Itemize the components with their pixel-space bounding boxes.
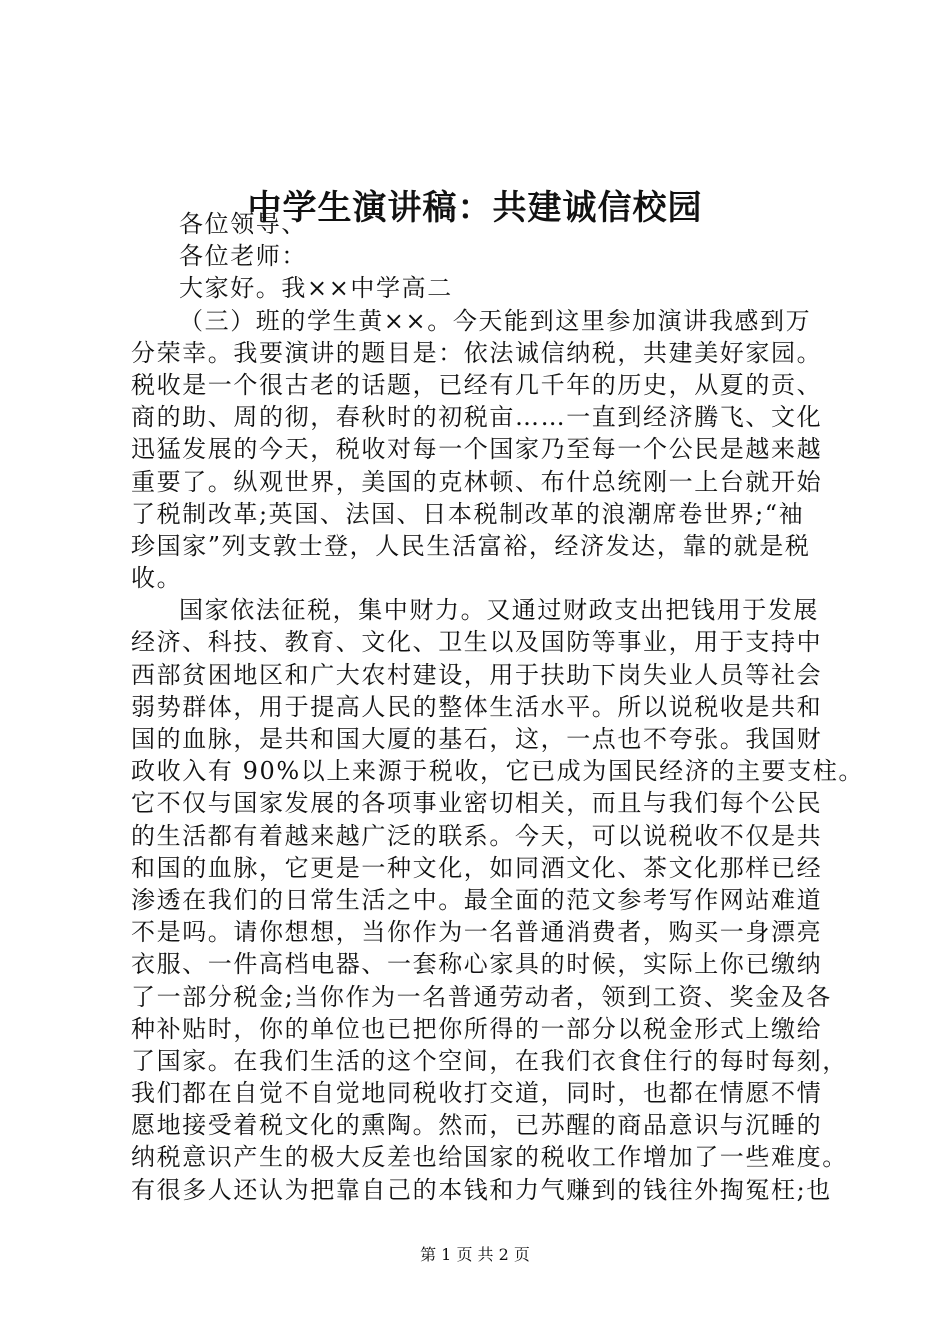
text-line: 和国的血脉，它更是一种文化，如同酒文化、茶文化那样已经 xyxy=(131,853,823,882)
text-line: 弱势群体，用于提高人民的整体生活水平。所以说税收是共和 xyxy=(131,692,823,721)
text-line: 了一部分税金;当你作为一名普通劳动者，领到工资、奖金及各 xyxy=(131,982,832,1011)
text-line: 各位领导、 xyxy=(179,210,307,238)
text-line: 各位老师： xyxy=(179,242,307,271)
text-line: 了国家。在我们生活的这个空间，在我们衣食住行的每时每刻， xyxy=(131,1046,848,1075)
text-line: 商的助、周的彻，春秋时的初税亩……一直到经济腾飞、文化 xyxy=(131,403,823,432)
text-line: 西部贫困地区和广大农村建设，用于扶助下岗失业人员等社会 xyxy=(131,660,823,689)
text-line: 分荣幸。我要演讲的题目是：依法诚信纳税，共建美好家园。 xyxy=(131,338,823,367)
text-line: 它不仅与国家发展的各项事业密切相关，而且与我们每个公民 xyxy=(131,789,823,818)
text-line: 重要了。纵观世界，美国的克林顿、布什总统刚一上台就开始 xyxy=(131,467,823,496)
text-line: 国家依法征税，集中财力。又通过财政支出把钱用于发展 xyxy=(179,596,819,625)
text-line: 大家好。我××中学高二 xyxy=(179,274,453,303)
text-line: 的生活都有着越来越广泛的联系。今天，可以说税收不仅是共 xyxy=(131,821,823,850)
text-line: 珍国家”列支敦士登，人民生活富裕，经济发达，靠的就是税 xyxy=(131,531,811,560)
text-line: 不是吗。请你想想，当你作为一名普通消费者，购买一身漂亮 xyxy=(131,918,823,947)
text-line: 迅猛发展的今天，税收对每一个国家乃至每一个公民是越来越 xyxy=(131,435,823,464)
text-line: 种补贴时，你的单位也已把你所得的一部分以税金形式上缴给 xyxy=(131,1014,823,1043)
text-line: 愿地接受着税文化的熏陶。然而，已苏醒的商品意识与沉睡的 xyxy=(131,1111,823,1140)
text-line: 税收是一个很古老的话题，已经有几千年的历史，从夏的贡、 xyxy=(131,370,823,399)
text-line: 了税制改革;英国、法国、日本税制改革的浪潮席卷世界;“袖 xyxy=(131,499,805,528)
text-line: 政收入有 90%以上来源于税收，它已成为国民经济的主要支柱。 xyxy=(131,757,864,786)
text-line: 经济、科技、教育、文化、卫生以及国防等事业，用于支持中 xyxy=(131,628,823,657)
text-line: 有很多人还认为把靠自己的本钱和力气赚到的钱往外掏冤枉;也 xyxy=(131,1175,832,1204)
text-line: （三）班的学生黄××。今天能到这里参加演讲我感到万 xyxy=(179,306,812,335)
speech-body xyxy=(131,208,864,1206)
text-line: 国的血脉，是共和国大厦的基石，这，一点也不夸张。我国财 xyxy=(131,725,823,753)
text-line: 我们都在自觉不自觉地同税收打交道，同时，也都在情愿不情 xyxy=(131,1079,823,1108)
text-line: 渗透在我们的日常生活之中。最全面的范文参考写作网站难道 xyxy=(131,885,823,914)
text-line: 收。 xyxy=(131,564,183,593)
text-line: 衣服、一件高档电器、一套称心家具的时候，实际上你已缴纳 xyxy=(131,950,823,979)
page-title: 中学生演讲稿：共建诚信校园 xyxy=(247,188,703,228)
page-footer: 第 1 页 共 2 页 xyxy=(420,1245,530,1264)
text-line: 纳税意识产生的极大反差也给国家的税收工作增加了一些难度。 xyxy=(131,1143,848,1172)
